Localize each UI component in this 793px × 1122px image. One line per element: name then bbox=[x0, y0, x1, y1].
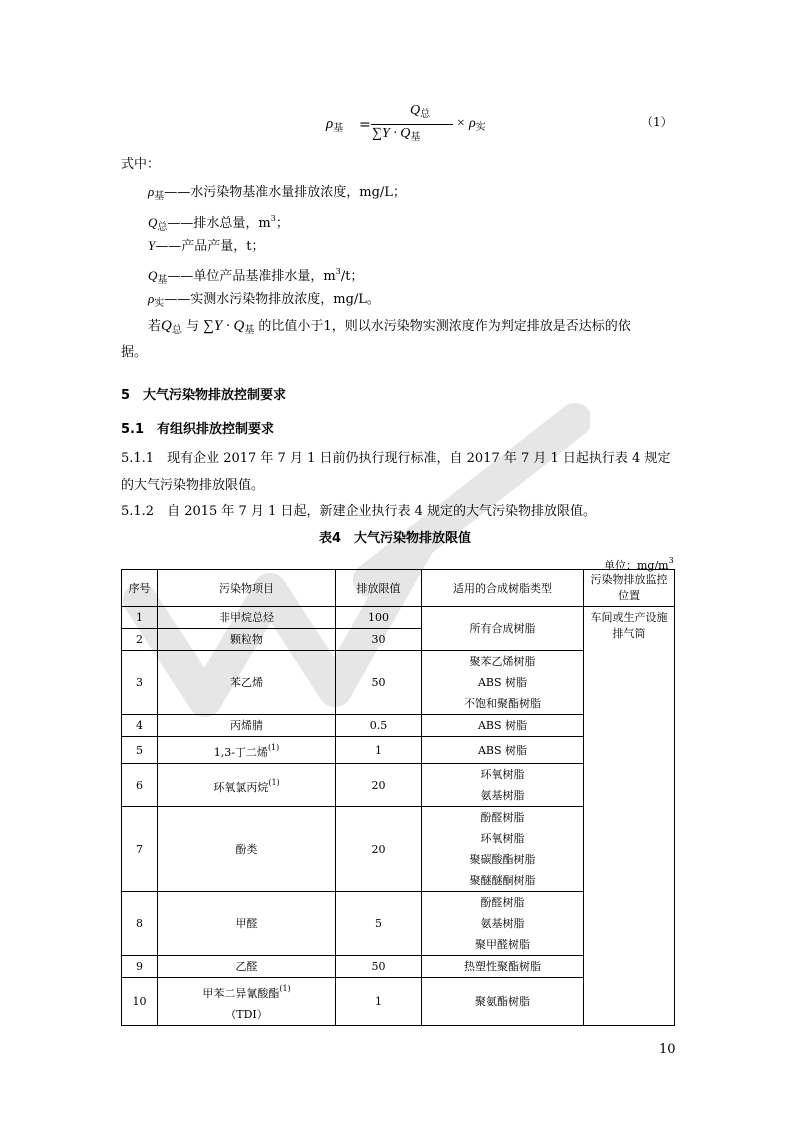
cell-no: 1 bbox=[122, 607, 158, 629]
header-cell: 序号 bbox=[122, 570, 158, 607]
cell-limit: 50 bbox=[336, 956, 422, 978]
cell-no: 6 bbox=[122, 764, 158, 807]
definition-item: Y——产品产量，t； bbox=[148, 238, 265, 254]
cell-types: 酚醛树脂 氨基树脂 聚甲醛树脂 bbox=[422, 892, 584, 956]
cell-item: 环氧氯丙烷$^{(1)}$ bbox=[158, 764, 336, 807]
cell-item: 甲醛 bbox=[158, 892, 336, 956]
clause-5-1-1-cont: 的大气污染物排放限值。 bbox=[121, 478, 265, 493]
cell-item: 苯乙烯 bbox=[158, 651, 336, 715]
cell-types: 所有合成树脂 bbox=[422, 607, 584, 651]
table-row bbox=[122, 607, 675, 629]
cell-limit: 1 bbox=[336, 978, 422, 1026]
cell-types: ABS 树脂 bbox=[422, 715, 584, 737]
cell-types: 聚氨酯树脂 bbox=[422, 978, 584, 1026]
cell-limit: 100 bbox=[336, 607, 422, 629]
formula-block bbox=[326, 103, 526, 150]
cell-item: 甲苯二异氰酸酯$^{(1)}$ （TDI） bbox=[158, 978, 336, 1026]
cell-no: 9 bbox=[122, 956, 158, 978]
cell-types: 聚苯乙烯树脂 ABS 树脂 不饱和聚酯树脂 bbox=[422, 651, 584, 715]
where-label: 式中： bbox=[121, 157, 161, 172]
definition-item: $Q_基——$单位产品基准排水量，$m^3/t$； bbox=[148, 267, 364, 286]
cell-types: ABS 树脂 bbox=[422, 737, 584, 764]
header-cell: 适用的合成树脂类型 bbox=[422, 570, 584, 607]
ratio-paragraph-end: 据。 bbox=[121, 345, 148, 360]
cell-item: 乙醛 bbox=[158, 956, 336, 978]
cell-limit: 5 bbox=[336, 892, 422, 956]
fraction-bar bbox=[371, 124, 453, 125]
table-unit: 单位：$mg/m^3$ bbox=[604, 556, 674, 572]
cell-limit: 30 bbox=[336, 629, 422, 651]
equals-sign: = bbox=[359, 117, 371, 133]
ratio-paragraph: 若$Q_总$ 与 $\sum Y \cdot Q_基$ 的比值小于1，则以水污染物实测浓度作为判定排放是否达标的依 bbox=[148, 318, 631, 336]
cell-item: 酚类 bbox=[158, 807, 336, 892]
cell-limit: 20 bbox=[336, 807, 422, 892]
formula-times: × $\rho_实$ bbox=[456, 116, 486, 133]
section-5-1-heading: 5.1 有组织排放控制要求 bbox=[121, 422, 275, 437]
clause-5-1-2: 5.1.2 自 2015 年 7 月 1 日起，新建企业执行表 4 规定的大气污染物排放限值。 bbox=[121, 504, 597, 519]
section-5-heading: 5 大气污染物排放控制要求 bbox=[121, 388, 287, 403]
definition-item: $\rho_基——$水污染物基准水量排放浓度，mg/L； bbox=[148, 184, 406, 202]
cell-types: 酚醛树脂 环氧树脂 聚碳酸酯树脂 聚醚醚酮树脂 bbox=[422, 807, 584, 892]
header-cell: 污染物项目 bbox=[158, 570, 336, 607]
cell-item: 非甲烷总烃 bbox=[158, 607, 336, 629]
emission-limits-table bbox=[121, 569, 675, 1026]
definition-item: $Q_总——$排水总量，$m^3$； bbox=[148, 214, 289, 233]
cell-item: 丙烯腈 bbox=[158, 715, 336, 737]
cell-no: 10 bbox=[122, 978, 158, 1026]
cell-no: 7 bbox=[122, 807, 158, 892]
cell-types: 热塑性聚酯树脂 bbox=[422, 956, 584, 978]
cell-no: 3 bbox=[122, 651, 158, 715]
clause-5-1-1: 5.1.1 现有企业 2017 年 7 月 1 日前仍执行现行标准，自 2017 年 7 月 1 日起执行表 4 规定 bbox=[121, 451, 671, 466]
cell-no: 4 bbox=[122, 715, 158, 737]
cell-item: 颗粒物 bbox=[158, 629, 336, 651]
formula-numerator: $Q_总$ bbox=[410, 103, 431, 120]
cell-item: 1,3-丁二烯$^{(1)}$ bbox=[158, 737, 336, 764]
cell-no: 2 bbox=[122, 629, 158, 651]
formula-denominator: $\sum Y \cdot Q_基$ bbox=[372, 126, 421, 143]
header-cell: 污染物排放监控位置 bbox=[584, 570, 675, 607]
formula-lhs: $\rho_基$ bbox=[326, 116, 344, 134]
cell-monitor: 车间或生产设施 排气筒 bbox=[584, 607, 675, 1026]
cell-limit: 50 bbox=[336, 651, 422, 715]
table-header-row bbox=[122, 570, 675, 607]
table-title: 表4 大气污染物排放限值 bbox=[319, 531, 472, 546]
cell-no: 5 bbox=[122, 737, 158, 764]
cell-limit: 1 bbox=[336, 737, 422, 764]
cell-limit: 0.5 bbox=[336, 715, 422, 737]
cell-limit: 20 bbox=[336, 764, 422, 807]
formula-number: （1） bbox=[641, 115, 673, 129]
page-number: 10 bbox=[659, 1042, 676, 1057]
definition-item: $\rho_实——$实测水污染物排放浓度，mg/L。 bbox=[148, 291, 380, 309]
cell-types: 环氧树脂 氨基树脂 bbox=[422, 764, 584, 807]
header-cell: 排放限值 bbox=[336, 570, 422, 607]
cell-no: 8 bbox=[122, 892, 158, 956]
